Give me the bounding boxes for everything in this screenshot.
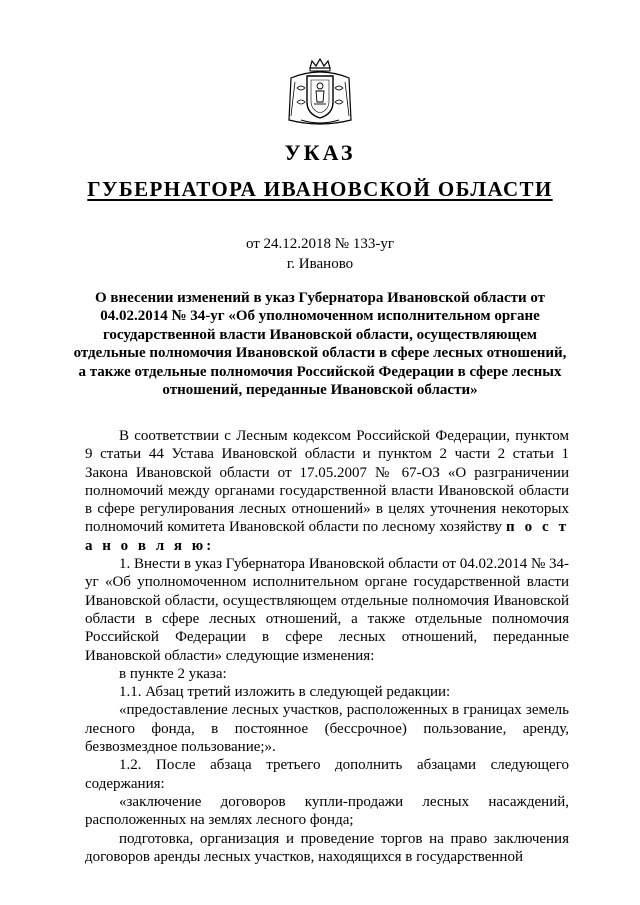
decree-subject: О внесении изменений в указ Губернатора Ивановской области от 04.02.2014 № 34-уг «Об уполномоченном исполнительном органе государственной власти Ивановской области, осуществляющем отдельные полномочия Ивановской области в сфере лесных отношений, а также отдельные полномочия Российской Федерации в сфере лесных отношений, переданные Ивановской области» [73, 290, 567, 399]
document-title: УКАЗ [284, 140, 356, 165]
decree-body [85, 427, 569, 866]
intro-text: В соответствии с Лесным кодексом Российской Федерации, пунктом 9 статьи 44 Устава Ивановской области и пунктом 2 части 2 статьи 1 Закона Ивановской области от 17.05.2007 № 67-ОЗ «О разграничении полномочий между органами государственной власти Ивановской области в сфере регулирования лесных отношений» в целях уточнения некоторых полномочий комитета Ивановской области по лесному хозяйству [85, 428, 569, 536]
paragraph-4: «предоставление лесных участков, расположенных в границах земель лесного фонда, в постоянное (бессрочное) пользование, аренду, безвозмездное пользование;». [85, 702, 569, 756]
document-issuer: ГУБЕРНАТОРА ИВАНОВСКОЙ ОБЛАСТИ [87, 177, 553, 201]
decree-word: п о с т а н о в л я ю [85, 519, 569, 554]
paragraph-5: 1.2. После абзаца третьего дополнить абзацами следующего содержания: [85, 757, 569, 792]
paragraph-6: «заключение договоров купли-продажи лесных насаждений, расположенных на землях лесного фонда; [85, 793, 569, 829]
paragraph-3: 1.1. Абзац третий изложить в следующей редакции: [119, 684, 451, 701]
decree-date-number: от 24.12.2018 № 133-уг [245, 236, 395, 252]
paragraph-7: подготовка, организация и проведение торгов на право заключения договоров аренды лесных участков, находящихся в государственной [85, 830, 569, 865]
paragraph-2: в пункте 2 указа: [119, 665, 227, 682]
intro-paragraph [85, 427, 569, 555]
decree-colon: : [206, 537, 212, 554]
decree-city: г. Иваново [286, 256, 354, 272]
ivanovo-coat-of-arms-icon [283, 58, 357, 130]
paragraph-1: 1. Внести в указ Губернатора Ивановской области от 04.02.2014 № 34-уг «Об уполномоченном исполнительном органе государственной власти Ивановской области, осуществляющем отдельные полномочия Ивановской области в сфере лесных отношений, а также отдельные полномочия Российской Федерации в сфере лесных отношений, переданные Ивановской области» следующие изменения: [85, 556, 569, 664]
